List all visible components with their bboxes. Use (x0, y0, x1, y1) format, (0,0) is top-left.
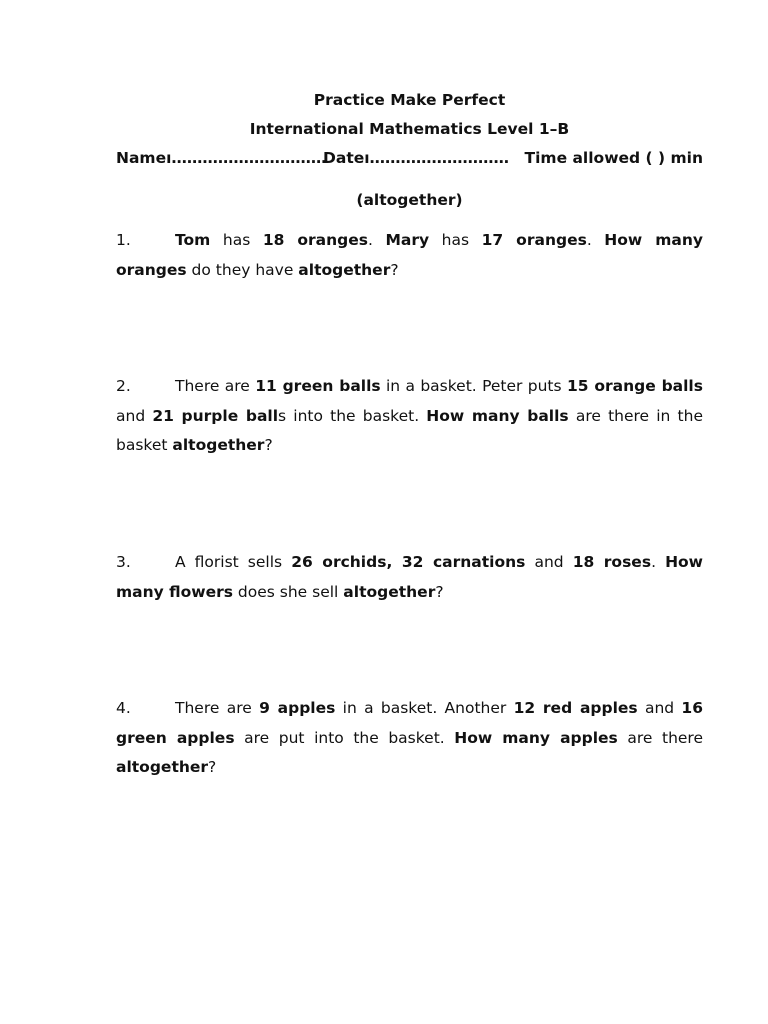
question-run: in a basket. Peter puts (380, 377, 567, 395)
question-run: . (651, 553, 666, 571)
worksheet-title: Practice Make Perfect (313, 91, 506, 109)
question-emphasis: 16 green apples (116, 699, 703, 747)
question-run: are there in the basket (116, 406, 703, 454)
question-emphasis: How many flowers (116, 553, 704, 601)
question-emphasis: 18 oranges (262, 231, 369, 249)
question-number: 3. (116, 553, 131, 571)
question-run: ? (208, 758, 217, 776)
question (116, 372, 703, 461)
question-number: 4. (116, 699, 131, 717)
question-run: does she sell (232, 582, 344, 601)
question-run: in a basket. Another (335, 699, 514, 717)
question-run: ? (390, 260, 399, 279)
question-emphasis: 26 orchids, 32 carnations (291, 553, 526, 571)
question-run: A florist sells (175, 553, 292, 571)
question-emphasis: 9 apples (259, 699, 336, 717)
question-run: has (429, 231, 482, 249)
question-emphasis: How many oranges (116, 231, 703, 279)
question (116, 694, 703, 783)
question-emphasis: altogether (172, 436, 265, 454)
question-run: There are (175, 699, 260, 717)
question-text (116, 377, 703, 454)
question-text (116, 699, 703, 776)
question-emphasis: 18 roses (572, 553, 652, 571)
question-emphasis: Mary (385, 231, 430, 249)
question (116, 226, 703, 285)
question (116, 548, 703, 607)
question-number: 2. (116, 377, 131, 395)
date-field: Dateı……………………… (323, 149, 510, 167)
question-text (116, 231, 703, 279)
question-run: ? (435, 582, 444, 601)
question-run: There are (175, 377, 256, 395)
question-emphasis: altogether (116, 758, 209, 776)
question-run: . (368, 231, 386, 249)
name-field: Nameı………………………… (116, 149, 327, 167)
question-run: ? (264, 436, 273, 454)
question-run: s into the basket. (278, 406, 427, 425)
worksheet-subtitle: International Mathematics Level 1–B (249, 120, 570, 138)
question-emphasis: 11 green balls (255, 377, 381, 395)
question-run: and (116, 406, 153, 425)
question-emphasis: How many balls (426, 406, 569, 425)
question-emphasis: How many apples (454, 728, 618, 747)
topic-label: (altogether) (356, 191, 463, 209)
question-run: has (210, 231, 263, 249)
question-emphasis: altogether (298, 260, 391, 279)
question-run: and (637, 699, 682, 717)
question-emphasis: 12 red apples (513, 699, 638, 717)
question-emphasis: Tom (175, 231, 211, 249)
question-run: are there (617, 728, 703, 747)
time-allowed-field: Time allowed ( ) min (524, 149, 703, 167)
question-emphasis: 15 orange balls (566, 377, 703, 395)
question-run: . (586, 231, 605, 249)
question-run: do they have (186, 260, 299, 279)
question-number: 1. (116, 231, 131, 249)
question-text (116, 553, 703, 601)
question-run: and (525, 553, 573, 571)
question-emphasis: 21 purple ball (152, 406, 279, 425)
question-emphasis: altogether (343, 582, 436, 601)
question-emphasis: 17 oranges (481, 231, 587, 249)
question-run: are put into the basket. (234, 728, 455, 747)
